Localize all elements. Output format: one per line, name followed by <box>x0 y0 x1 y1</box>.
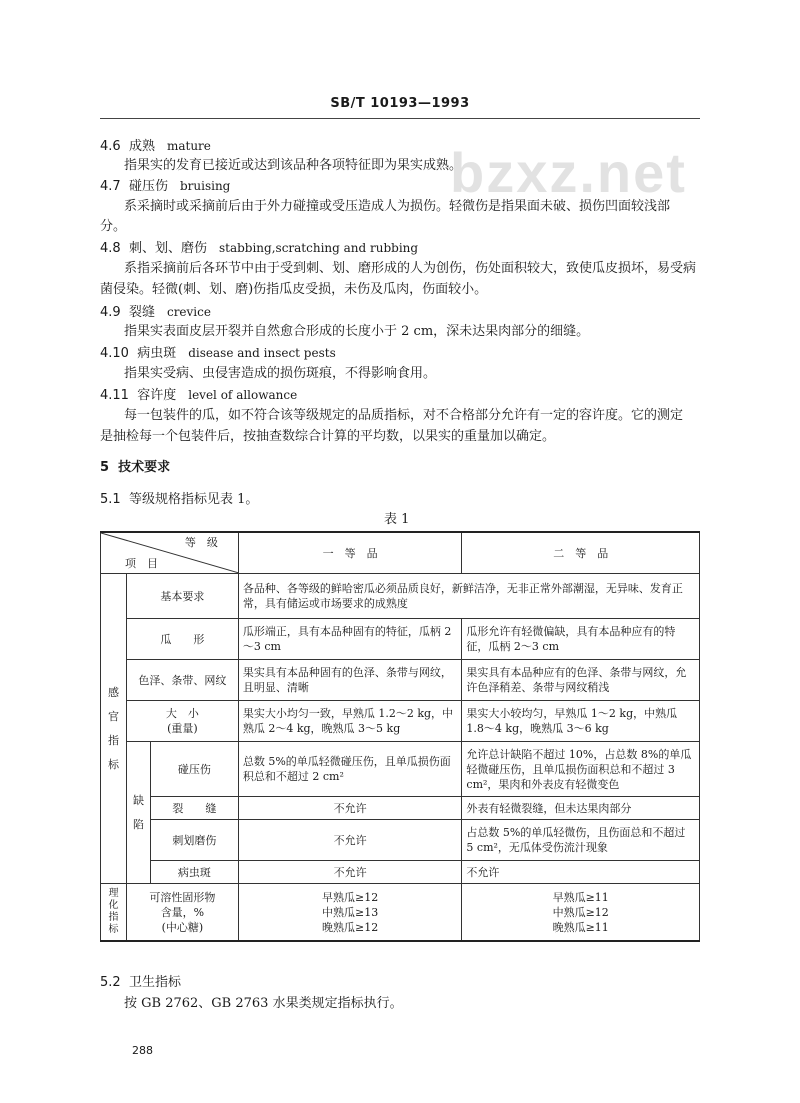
label-basic: 基本要求 <box>126 574 238 619</box>
section-5-heading: 5 技术要求 <box>100 460 171 475</box>
label-bruise: 碰压伤 <box>150 742 238 797</box>
standard-header: SB/T 10193—1993 <box>330 96 470 111</box>
row-bruise <box>101 742 700 797</box>
row-scratch <box>101 820 700 861</box>
basic-requirements-text: 各品种、各等级的鲜哈密瓜必须品质良好，新鲜洁净，无非正常外部潮湿，无异味、发育正常，具有储运或市场要求的成熟度 <box>238 574 699 619</box>
bruise-grade-1: 总数 5%的单瓜轻微碰压伤，且单瓜损伤面积总和不超过 2 cm² <box>238 742 462 797</box>
section-4-9-heading: 4.9 裂缝 crevice <box>100 305 211 320</box>
group-sensory: 感官指标 <box>101 574 127 884</box>
group-physchem: 理化指标 <box>101 884 127 942</box>
bruise-grade-2: 允许总计缺陷不超过 10%，占总数 8%的单瓜轻微碰压伤，且单瓜损伤面积总和不超过 3 cm²，果肉和外表皮有轻微变色 <box>462 742 700 797</box>
section-4-6-heading: 4.6 成熟 mature <box>100 139 211 154</box>
label-crack: 裂 缝 <box>150 797 238 820</box>
size-grade-1: 果实大小均匀一致，早熟瓜 1.2～2 kg，中熟瓜 2～4 kg，晚熟瓜 3～5 kg <box>238 701 462 742</box>
section-5-2-heading: 5.2 卫生指标 <box>100 975 181 990</box>
size-grade-2: 果实大小较均匀，早熟瓜 1～2 kg，中熟瓜 1.8～4 kg，晚熟瓜 3～6 kg <box>462 701 700 742</box>
label-scratch: 刺划磨伤 <box>150 820 238 861</box>
color-grade-1: 果实具有本品种固有的色泽、条带与网纹，且明显、清晰 <box>238 660 462 701</box>
watermark: bzxz.net <box>450 141 687 204</box>
shape-grade-1: 瓜形端正，具有本品种固有的特征，瓜柄 2～3 cm <box>238 619 462 660</box>
section-4-10-heading: 4.10 病虫斑 disease and insect pests <box>100 346 336 361</box>
scratch-grade-2: 占总数 5%的单瓜轻微伤，且伤面总和不超过 5 cm²，无瓜体受伤流汁现象 <box>462 820 700 861</box>
header-level-label: 等 级 <box>184 536 218 549</box>
crack-grade-1: 不允许 <box>238 797 462 820</box>
crack-grade-2: 外表有轻微裂缝，但未达果肉部分 <box>462 797 700 820</box>
section-4-6-body: 指果实的发育已接近或达到该品种各项特征即为果实成熟。 <box>124 158 463 173</box>
scratch-grade-1: 不允许 <box>238 820 462 861</box>
row-basic-requirements <box>101 574 700 619</box>
row-crack <box>101 797 700 820</box>
group-defect: 缺陷 <box>126 742 150 884</box>
row-soluble-solids <box>101 884 700 942</box>
table-header-row <box>101 532 700 574</box>
section-4-7-body-line1: 系采摘时或采摘前后由于外力碰撞或受压造成人为损伤。轻微伤是指果面未破、损伤凹面较浅部 <box>124 199 671 214</box>
shape-grade-2: 瓜形允许有轻微偏缺，具有本品种应有的特征，瓜柄 2～3 cm <box>462 619 700 660</box>
section-4-8-heading: 4.8 刺、划、磨伤 stabbing,scratching and rubbing <box>100 241 419 256</box>
solids-grade-1: 早熟瓜≥12 中熟瓜≥13 晚熟瓜≥12 <box>238 884 462 942</box>
label-size: 大 小 (重量) <box>126 701 238 742</box>
label-soluble-solids: 可溶性固形物 含量，% (中心糖) <box>126 884 238 942</box>
row-color <box>101 660 700 701</box>
section-4-11-body-line2: 是抽检每一个包装件后，按抽查数综合计算的平均数，以果实的重量加以确定。 <box>100 429 556 444</box>
grade-spec-table <box>100 531 700 942</box>
section-4-7-heading: 4.7 碰压伤 bruising <box>100 179 231 194</box>
header-rule <box>100 118 700 119</box>
section-5-1: 5.1 等级规格指标见表 1。 <box>100 492 259 507</box>
section-4-11-heading: 4.11 容许度 level of allowance <box>100 388 298 403</box>
section-4-10-body: 指果实受病、虫侵害造成的损伤斑痕，不得影响食用。 <box>124 366 437 381</box>
table-corner-cell <box>101 532 239 574</box>
diagonal-line <box>101 533 239 573</box>
color-grade-2: 果实具有本品种应有的色泽、条带与网纹，允许色泽稍差、条带与网纹稍浅 <box>462 660 700 701</box>
row-shape <box>101 619 700 660</box>
section-4-11-body-line1: 每一包装件的瓜，如不符合该等级规定的品质指标，对不合格部分允许有一定的容许度。它的测定 <box>124 408 684 423</box>
section-4-9-body: 指果实表面皮层开裂并自然愈合形成的长度小于 2 cm，深未达果肉部分的细缝。 <box>124 324 590 339</box>
solids-grade-2: 早熟瓜≥11 中熟瓜≥12 晚熟瓜≥11 <box>462 884 700 942</box>
table-caption: 表 1 <box>384 512 410 527</box>
header-item-label: 项 目 <box>125 557 158 570</box>
row-disease <box>101 861 700 884</box>
label-color: 色泽、条带、网纹 <box>126 660 238 701</box>
header-grade-2: 二 等 品 <box>462 532 700 574</box>
header-grade-1: 一 等 品 <box>238 532 462 574</box>
label-shape: 瓜 形 <box>126 619 238 660</box>
section-4-7-body-line2: 分。 <box>100 219 127 234</box>
disease-grade-2: 不允许 <box>462 861 700 884</box>
disease-grade-1: 不允许 <box>238 861 462 884</box>
row-size <box>101 701 700 742</box>
section-5-2-body: 按 GB 2762、GB 2763 水果类规定指标执行。 <box>124 996 403 1011</box>
section-4-8-body-line1: 系指采摘前后各环节中由于受到刺、划、磨形成的人为创伤，伤处面积较大，致使瓜皮损坏，易受病 <box>124 261 697 276</box>
section-4-8-body-line2: 菌侵染。轻微(刺、划、磨)伤指瓜皮受损，未伤及瓜肉，伤面较小。 <box>100 282 488 297</box>
label-disease: 病虫斑 <box>150 861 238 884</box>
page-number: 288 <box>132 1044 153 1057</box>
